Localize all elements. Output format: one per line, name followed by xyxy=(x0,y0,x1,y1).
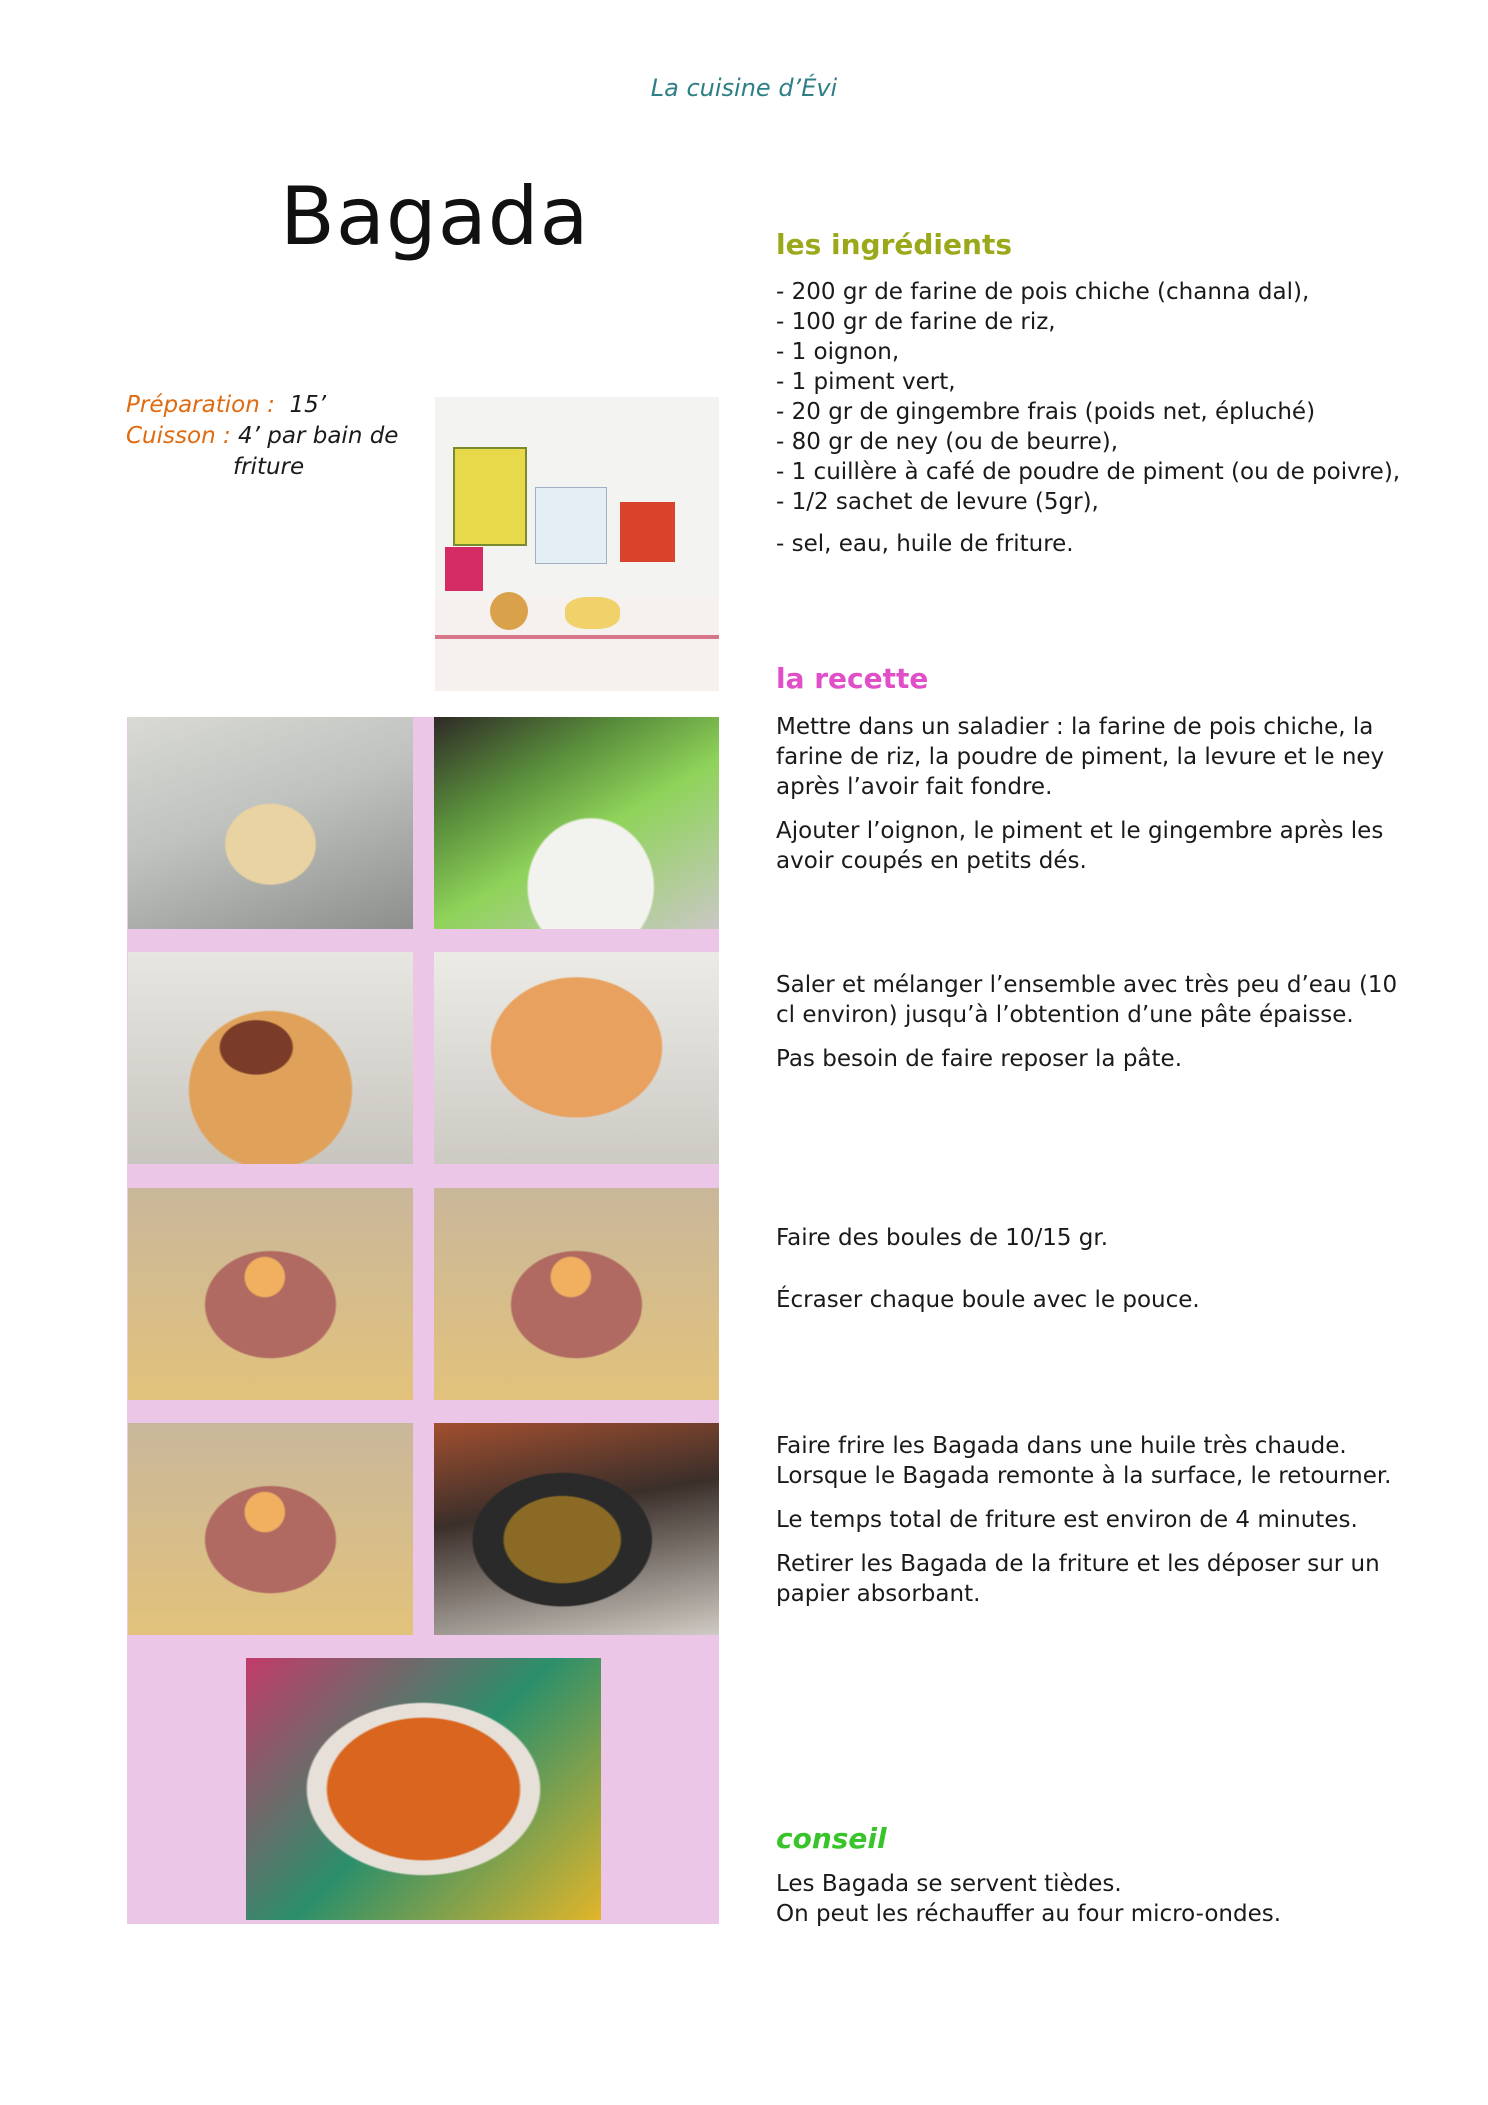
recipe-step-1 xyxy=(776,712,1416,890)
ingredients-list xyxy=(776,277,1426,559)
step-paragraph: Écraser chaque boule avec le pouce. xyxy=(776,1287,1200,1313)
ingredient-item: - 1 oignon, xyxy=(776,339,900,365)
step-photo-ball xyxy=(128,1188,413,1400)
ingredient-item: - 200 gr de farine de pois chiche (channa dal), xyxy=(776,279,1310,305)
ingredients-heading: les ingrédients xyxy=(776,228,1012,261)
ingredient-item: - 1 piment vert, xyxy=(776,369,956,395)
step-photo-weighing xyxy=(128,717,413,929)
ingredient-extra: - sel, eau, huile de friture. xyxy=(776,531,1074,557)
step-photo-chopping xyxy=(434,717,719,929)
step-paragraph: Pas besoin de faire reposer la pâte. xyxy=(776,1046,1183,1072)
ingredient-item: - 1 cuillère à café de poudre de piment (ou de poivre), xyxy=(776,459,1401,485)
recipe-step-3 xyxy=(776,1223,1416,1329)
step-photo-ball-2 xyxy=(434,1188,719,1400)
step-paragraph: Le temps total de friture est environ de 4 minutes. xyxy=(776,1507,1358,1533)
advice-line: Les Bagada se servent tièdes. xyxy=(776,1871,1122,1897)
step-paragraph: Faire des boules de 10/15 gr. xyxy=(776,1225,1109,1251)
advice-heading: conseil xyxy=(776,1822,887,1855)
step-paragraph: Retirer les Bagada de la friture et les déposer sur un papier absorbant. xyxy=(776,1551,1380,1607)
final-dish-photo xyxy=(246,1658,601,1920)
ingredient-item: - 1/2 sachet de levure (5gr), xyxy=(776,489,1099,515)
step-paragraph: Mettre dans un saladier : la farine de pois chiche, la farine de riz, la poudre de piment, la levure et le ney après l’avoir fait fondre. xyxy=(776,714,1385,800)
ingredient-item: - 80 gr de ney (ou de beurre), xyxy=(776,429,1119,455)
step-paragraph: Ajouter l’oignon, le piment et le gingembre après les avoir coupés en petits dés. xyxy=(776,818,1384,874)
recipe-title: Bagada xyxy=(280,170,590,263)
recipe-step-2 xyxy=(776,970,1416,1088)
prep-label: Préparation : xyxy=(126,392,275,418)
prep-value: 15’ xyxy=(289,392,327,418)
ingredient-item: - 100 gr de farine de riz, xyxy=(776,309,1056,335)
cook-label: Cuisson : xyxy=(126,423,231,449)
recipe-times xyxy=(126,390,398,483)
recipe-heading: la recette xyxy=(776,662,929,695)
cook-value: 4’ par bain de xyxy=(238,423,399,449)
recipe-step-4 xyxy=(776,1431,1416,1623)
step-photo-flatten xyxy=(128,1423,413,1635)
step-photo-frying xyxy=(434,1423,719,1635)
ingredient-item: - 20 gr de gingembre frais (poids net, épluché) xyxy=(776,399,1316,425)
step-photo-mixing xyxy=(128,952,413,1164)
advice-line: On peut les réchauffer au four micro-ondes. xyxy=(776,1901,1282,1927)
site-header: La cuisine d’Évi xyxy=(650,74,838,102)
step-photo-dough xyxy=(434,952,719,1164)
step-paragraph: Saler et mélanger l’ensemble avec très peu d’eau (10 cl environ) jusqu’à l’obtention d’une pâte épaisse. xyxy=(776,972,1398,1028)
ingredients-photo xyxy=(435,397,719,691)
step-paragraph: Faire frire les Bagada dans une huile très chaude. Lorsque le Bagada remonte à la surface, le retourner. xyxy=(776,1433,1392,1489)
cook-value-cont: friture xyxy=(233,454,305,480)
advice-text xyxy=(776,1869,1416,1929)
